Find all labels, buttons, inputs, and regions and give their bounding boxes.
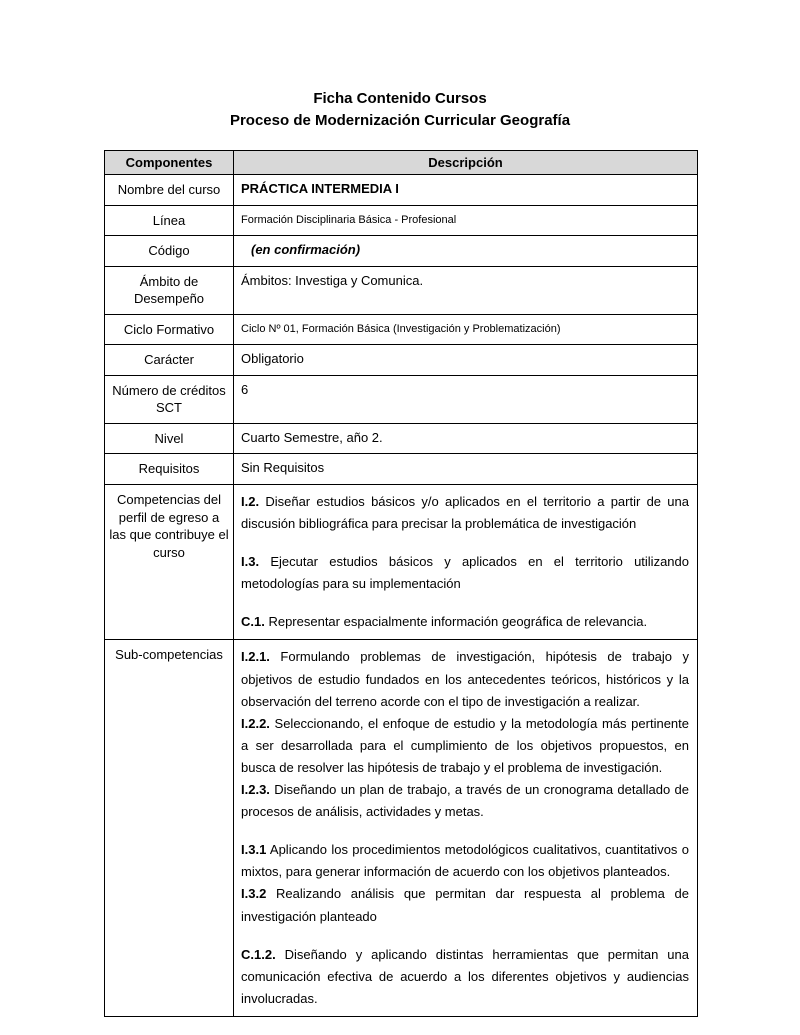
table-row (105, 423, 698, 454)
course-info-table (104, 150, 698, 1017)
row-label: Carácter (105, 345, 234, 376)
text-segment: I.2.3. (241, 782, 270, 798)
header-descripcion: Descripción (234, 151, 698, 175)
paragraph (241, 350, 689, 368)
row-content (234, 314, 698, 345)
text-segment: Cuarto Semestre, año 2. (241, 429, 383, 445)
paragraph (241, 611, 689, 633)
text-segment: (en confirmación) (251, 242, 361, 258)
text-segment: Formación Disciplinaria Básica - Profesional (241, 213, 457, 226)
text-segment: Ámbitos: Investiga y Comunica. (241, 272, 424, 288)
row-label: Código (105, 236, 234, 267)
text-segment: Representar espacialmente información geográfica de relevancia. (264, 614, 648, 630)
row-content (234, 205, 698, 236)
text-segment: Formulando problemas de investigación, hipótesis de trabajo y objetivos de estudio fundados en los antecedentes teóricos, históricos y la observación del terreno acorde con el tipo de investigación a realizar. (241, 649, 689, 709)
paragraph (241, 713, 689, 779)
paragraph (241, 459, 689, 477)
text-segment: Diseñando y aplicando distintas herramientas que permitan una comunicación efectiva de acuerdo a los diferentes objetivos y audiencias involucradas. (241, 946, 689, 1006)
text-segment: Aplicando los procedimientos metodológicos cualitativos, cuantitativos o mixtos, para generar información de acuerdo con los objetivos planteados. (241, 842, 689, 880)
row-label: Requisitos (105, 454, 234, 485)
row-content (234, 236, 698, 267)
title-line-1: Ficha Contenido Cursos (313, 90, 487, 107)
text-segment: Diseñar estudios básicos y/o aplicados en el territorio a partir de una discusión bibliográfica para precisar la problemática de investigación (241, 494, 689, 532)
row-label: Número de créditos SCT (105, 375, 234, 423)
text-segment: I.2.2. (241, 715, 270, 731)
paragraph (241, 241, 689, 259)
row-content (234, 266, 698, 314)
row-label: Nombre del curso (105, 175, 234, 206)
table-row (105, 454, 698, 485)
table-row (105, 345, 698, 376)
row-label: Nivel (105, 423, 234, 454)
text-segment: Obligatorio (241, 351, 304, 367)
text-segment: I.2.1. (241, 649, 270, 665)
table-row (105, 236, 698, 267)
row-label: Ámbito de Desempeño (105, 266, 234, 314)
row-content (234, 375, 698, 423)
paragraph (241, 883, 689, 927)
paragraph (241, 646, 689, 712)
text-segment: I.3.1 (241, 842, 267, 858)
paragraph (241, 779, 689, 823)
text-segment: I.3. (241, 554, 260, 570)
table-row (105, 266, 698, 314)
row-content (234, 345, 698, 376)
table-row (105, 375, 698, 423)
title-line-2: Proceso de Modernización Curricular Geografía (229, 111, 571, 129)
text-segment: Ejecutar estudios básicos y aplicados en el territorio utilizando metodologías para su implementación (241, 554, 689, 592)
text-segment: Ciclo Nº 01, Formación Básica (Investigación y Problematización) (241, 322, 561, 335)
text-segment: C.1.2. (241, 946, 276, 962)
document-title (0, 0, 800, 132)
paragraph (241, 381, 689, 399)
text-segment: 6 (241, 381, 249, 397)
row-content (234, 175, 698, 206)
table-row (105, 205, 698, 236)
paragraph (241, 322, 689, 337)
paragraph (241, 839, 689, 883)
paragraph (241, 429, 689, 447)
row-content (234, 640, 698, 1016)
table-row (105, 314, 698, 345)
paragraph (241, 272, 689, 290)
row-content (234, 485, 698, 640)
text-segment: Diseñando un plan de trabajo, a través de un cronograma detallado de procesos de análisis, actividades y metas. (241, 782, 689, 820)
row-label: Competencias del perfil de egreso a las que contribuye el curso (105, 485, 234, 640)
row-content (234, 423, 698, 454)
paragraph (241, 551, 689, 595)
table-body (105, 175, 698, 1017)
row-content (234, 454, 698, 485)
row-label: Línea (105, 205, 234, 236)
text-segment: Realizando análisis que permitan dar respuesta al problema de investigación planteado (241, 886, 689, 924)
table-row (105, 175, 698, 206)
table-row (105, 640, 698, 1016)
text-segment: C.1. (241, 614, 265, 630)
text-segment: Sin Requisitos (241, 460, 325, 476)
paragraph (241, 213, 689, 228)
text-segment: PRÁCTICA INTERMEDIA I (241, 181, 399, 196)
table-row (105, 485, 698, 640)
row-label: Sub-competencias (105, 640, 234, 1016)
header-componentes: Componentes (105, 151, 234, 175)
table-header-row (105, 151, 698, 175)
paragraph (241, 944, 689, 1010)
text-segment: I.2. (241, 494, 260, 510)
text-segment: I.3.2 (241, 886, 267, 902)
row-label: Ciclo Formativo (105, 314, 234, 345)
paragraph (241, 180, 689, 198)
text-segment: Seleccionando, el enfoque de estudio y la metodología más pertinente a ser desarrollada para el cumplimiento de los objetivos propuestos, en busca de resolver las hipótesis de trabajo y el problema de investigación. (241, 715, 689, 775)
paragraph (241, 491, 689, 535)
